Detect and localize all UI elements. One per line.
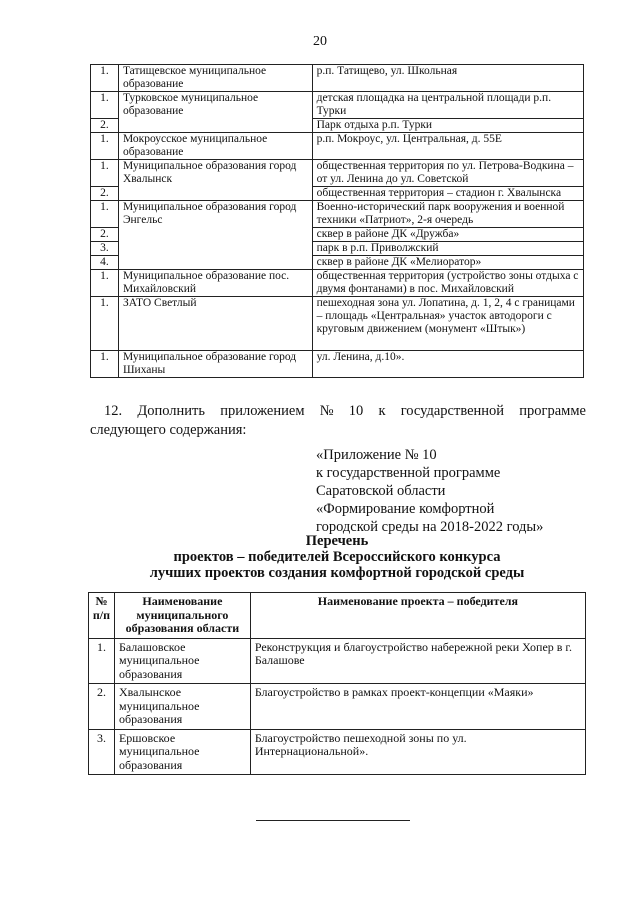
municipality-name: Муниципальное образования город Хвалынск bbox=[118, 160, 312, 201]
row-number: 1. bbox=[91, 351, 119, 378]
word: 10 bbox=[348, 403, 364, 419]
appendix-line: городской среды на 2018-2022 годы» bbox=[316, 519, 544, 535]
territory-name: детская площадка на центральной площади р.п. Турки bbox=[312, 92, 583, 119]
page-number: 20 bbox=[313, 34, 327, 49]
header-number: № п/п bbox=[89, 593, 115, 639]
territory-name: Военно-исторический парк вооружения и военной техники «Патриот», 2-я очередь bbox=[312, 201, 583, 228]
row-number: 1. bbox=[91, 65, 119, 92]
list-title bbox=[90, 533, 584, 581]
municipality-name: Балашовское муниципальное образования bbox=[114, 638, 250, 684]
paragraph-line-1 bbox=[104, 402, 586, 421]
row-number: 3. bbox=[89, 729, 115, 775]
table-row bbox=[91, 92, 584, 119]
row-number: 2. bbox=[91, 228, 119, 242]
word: Дополнить bbox=[137, 403, 205, 419]
row-number: 1. bbox=[91, 133, 119, 160]
row-number: 1. bbox=[89, 638, 115, 684]
row-number: 1. bbox=[91, 201, 119, 228]
table-row bbox=[89, 638, 586, 684]
territory-name: парк в р.п. Приволжский bbox=[312, 242, 583, 256]
table-row bbox=[91, 297, 584, 351]
title-line: лучших проектов создания комфортной городской среды bbox=[149, 565, 525, 581]
word: № bbox=[319, 403, 334, 419]
paragraph-12 bbox=[90, 402, 586, 440]
territory-name: сквер в районе ДК «Мелиоратор» bbox=[312, 256, 583, 270]
territory-name: р.п. Татищево, ул. Школьная bbox=[312, 65, 583, 92]
municipality-name: Муниципальное образования город Энгельс bbox=[118, 201, 312, 270]
header-municipality: Наименование муниципального образования области bbox=[114, 593, 250, 639]
table-row bbox=[89, 729, 586, 775]
table-row bbox=[91, 160, 584, 187]
municipality-name: Ершовское муниципальное образования bbox=[114, 729, 250, 775]
row-number: 2. bbox=[91, 119, 119, 133]
territories-table-body bbox=[91, 65, 584, 378]
table-row bbox=[91, 201, 584, 228]
territory-name: ул. Ленина, д.10». bbox=[312, 351, 583, 378]
territory-name: общественная территория (устройство зоны отдыха с двумя фонтанами) в пос. Михайловский bbox=[312, 270, 583, 297]
header-project: Наименование проекта – победителя bbox=[250, 593, 585, 639]
winners-table-header bbox=[89, 593, 586, 639]
municipality-name: Муниципальное образование пос. Михайловский bbox=[118, 270, 312, 297]
territories-table bbox=[90, 64, 584, 378]
territory-name: общественная территория по ул. Петрова-Водкина – от ул. Ленина до ул. Советской bbox=[312, 160, 583, 187]
territory-name: Парк отдыха р.п. Турки bbox=[312, 119, 583, 133]
municipality-name: Мокроусское муниципальное образование bbox=[118, 133, 312, 160]
municipality-name: Хвалынское муниципальное образования bbox=[114, 684, 250, 730]
separator-line bbox=[256, 820, 410, 821]
appendix-line: «Приложение № 10 bbox=[316, 447, 437, 463]
table-row bbox=[91, 270, 584, 297]
header-row bbox=[89, 593, 586, 639]
winners-table bbox=[88, 592, 586, 775]
project-name: Благоустройство в рамках проект-концепции «Маяки» bbox=[250, 684, 585, 730]
table-row bbox=[89, 684, 586, 730]
title-line: проектов – победителей Всероссийского конкурса bbox=[173, 549, 501, 565]
row-number: 1. bbox=[91, 297, 119, 351]
appendix-line: Саратовской области bbox=[316, 483, 446, 499]
territory-name: общественная территория – стадион г. Хвалынска bbox=[312, 187, 583, 201]
row-number: 3. bbox=[91, 242, 119, 256]
municipality-name: Муниципальное образование город Шиханы bbox=[118, 351, 312, 378]
appendix-line: «Формирование комфортной bbox=[316, 501, 495, 517]
municipality-name: ЗАТО Светлый bbox=[118, 297, 312, 351]
project-name: Реконструкция и благоустройство набережной реки Хопер в г. Балашове bbox=[250, 638, 585, 684]
row-number: 1. bbox=[91, 160, 119, 187]
winners-table-body bbox=[89, 638, 586, 775]
row-number: 1. bbox=[91, 270, 119, 297]
word: государственной bbox=[400, 403, 505, 419]
table-row bbox=[91, 65, 584, 92]
municipality-name: Татищевское муниципальное образование bbox=[118, 65, 312, 92]
territory-name: сквер в районе ДК «Дружба» bbox=[312, 228, 583, 242]
title-line: Перечень bbox=[305, 533, 369, 549]
row-number: 2. bbox=[89, 684, 115, 730]
paragraph-line-2: следующего содержания: bbox=[90, 422, 247, 438]
word: к bbox=[378, 403, 386, 419]
row-number: 4. bbox=[91, 256, 119, 270]
word: приложением bbox=[220, 403, 305, 419]
word: 12. bbox=[104, 403, 123, 419]
municipality-name: Турковское муниципальное образование bbox=[118, 92, 312, 133]
project-name: Благоустройство пешеходной зоны по ул. Интернациональной». bbox=[250, 729, 585, 775]
table-row bbox=[91, 351, 584, 378]
row-number: 2. bbox=[91, 187, 119, 201]
appendix-line: к государственной программе bbox=[316, 465, 501, 481]
word: программе bbox=[519, 403, 586, 419]
appendix-heading bbox=[316, 446, 543, 536]
territory-name: р.п. Мокроус, ул. Центральная, д. 55Е bbox=[312, 133, 583, 160]
row-number: 1. bbox=[91, 92, 119, 119]
table-row bbox=[91, 133, 584, 160]
territory-name: пешеходная зона ул. Лопатина, д. 1, 2, 4 с границами – площадь «Центральная» участок автодороги с круговым движением (монумент «Штык») bbox=[312, 297, 583, 351]
